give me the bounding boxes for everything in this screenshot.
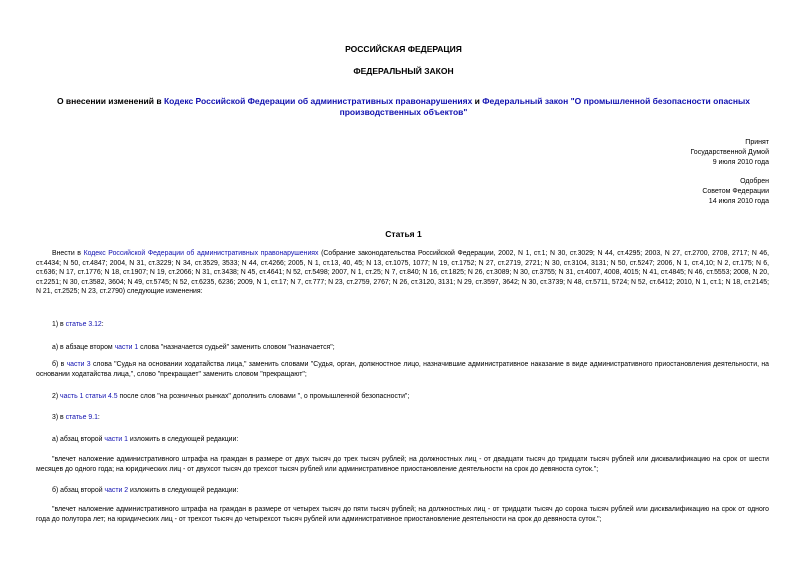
country-heading: РОССИЙСКАЯ ФЕДЕРАЦИЯ xyxy=(345,44,462,54)
approved-line1: Одобрен xyxy=(740,178,769,185)
article-heading: Статья 1 xyxy=(385,229,422,239)
approved-line3: 14 июля 2010 года xyxy=(708,198,769,205)
link-part-2[interactable]: части 2 xyxy=(104,487,129,494)
item-3a xyxy=(36,435,769,445)
item-3b-prefix: б) абзац второй xyxy=(52,487,105,494)
link-part-1-art-9-1[interactable]: части 1 xyxy=(104,436,128,443)
item-1b-suffix: слова "Судья на основании ходатайства лица," заменить словами "Судья, орган, должностное лицо, назначившие административное наказание в виде административного приостановления деятельности, на основании ходатайства лица,", слово "прекращает" заменить словом "прекращают"; xyxy=(36,361,769,378)
approval-block xyxy=(702,177,769,207)
intro-link-koap[interactable]: Кодекс Российской Федерации об административных правонарушениях xyxy=(83,250,319,257)
link-article-9-1[interactable]: статье 9.1 xyxy=(65,414,98,421)
adopted-line1: Принят xyxy=(745,139,769,146)
item-3b-suffix: изложить в следующей редакции: xyxy=(128,487,239,494)
item-3 xyxy=(36,413,769,423)
item-1b xyxy=(36,360,769,379)
adopted-line2: Государственной Думой xyxy=(690,149,769,156)
intro-paragraph xyxy=(36,249,769,297)
link-part-3[interactable]: части 3 xyxy=(66,361,91,368)
item-3a-suffix: изложить в следующей редакции: xyxy=(128,436,239,443)
item-3b xyxy=(36,486,769,496)
doc-type-heading: ФЕДЕРАЛЬНЫЙ ЗАКОН xyxy=(353,66,454,76)
law-title xyxy=(36,96,771,118)
item-1b-prefix: б) в xyxy=(52,361,67,368)
item-1a xyxy=(36,343,769,353)
link-article-3-12[interactable]: статье 3.12 xyxy=(65,321,102,328)
item-3-prefix: 3) в xyxy=(52,414,66,421)
link-article-4-5[interactable]: часть 1 статьи 4.5 xyxy=(60,393,118,400)
title-link-koap[interactable]: Кодекс Российской Федерации об административных правонарушениях xyxy=(163,96,473,106)
intro-prefix: Внести в xyxy=(52,250,84,257)
item-3a-prefix: а) абзац второй xyxy=(52,436,105,443)
quote-1: "влечет наложение административного штрафа на граждан в размере от двух тысяч до трех тысяч рублей; на должностных лиц - от двадцати тысяч до тридцати тысяч рублей или дисквалификацию на срок от шести месяцев до одного года; на юридических лиц - от двухсот тысяч до трехсот тысяч рублей или административное приостановление деятельности на срок до девяноста суток."; xyxy=(36,456,769,473)
item-1-prefix: 1) в xyxy=(52,321,66,328)
quote-2: "влечет наложение административного штрафа на граждан в размере от четырех тысяч до пяти тысяч рублей; на должностных лиц - от тридцати тысяч до сорока тысяч рублей или дисквалификацию на срок от одного года до полутора лет; на юридических лиц - от трехсот тысяч до четырехсот тысяч рублей или административное приостановление деятельности на срок до девяноста суток."; xyxy=(36,506,769,523)
adoption-block xyxy=(690,138,769,168)
item-2-suffix: после слов "на розничных рынках" дополнить словами ", о промышленной безопасности"; xyxy=(117,393,410,400)
item-1 xyxy=(36,320,769,330)
item-2 xyxy=(36,392,769,402)
title-mid: и xyxy=(472,96,483,106)
title-link-law[interactable]: Федеральный закон "О промышленной безопасности опасных производственных объектов" xyxy=(339,96,751,117)
title-prefix: О внесении изменений в xyxy=(56,96,164,106)
adopted-line3: 9 июля 2010 года xyxy=(712,159,769,166)
intro-text: (Собрание законодательства Российской Федерации, 2002, N 1, ст.1; N 30, ст.3029; N 44, ст.4295; 2003, N 27, ст.2700, 2708, 2717; N 46, ст.4434; N 50, ст.4847; 2004, N 31, ст.3229; N 34, ст.3529, 3533; N 44, ст.4266; 2005, N 1, ст.13, 40, 45; N 13, ст.1075, 1077; N 19, ст.1752; N 27, ст.2719, 2721; N 30, ст.3104, 3131; N 50, ст.5247; 2006, N 1, ст.4,10; N 2, ст.175; N 6, ст.636; N 17, ст.1776; N 18, ст.1907; N 19, ст.2066; N 31, ст.3438; N 45, ст.4641; N 52, ст.5498; 2007, N 1, ст.25; N 7, ст.840; N 16, ст.1825; N 26, ст.3089; N 30, ст.3755; N 31, ст.4007, 4008, 4015; N 41, ст.4845; N 46, ст.5553; 2008, N 20, ст.2251; N 30, ст.3582, 3604; N 49, ст.5745; N 52, ст.6235, 6236; 2009, N 1, ст.17; N 7, ст.777; N 23, ст.2759, 2767; N 26, ст.3120, 3131; N 29, ст.3597, 3642; N 30, ст.3739; N 48, ст.5711, 5724; N 52, ст.6412; 2010, N 1, ст.1; N 18, ст.2145; N 21, ст.2525; N 23, ст.2790) следующие изменения: xyxy=(36,250,769,296)
link-part-1[interactable]: части 1 xyxy=(114,344,139,351)
approved-line2: Советом Федерации xyxy=(702,188,769,195)
item-3-suffix: : xyxy=(97,414,100,421)
item-2-prefix: 2) xyxy=(52,393,61,400)
item-1a-prefix: а) в абзаце втором xyxy=(52,344,115,351)
item-1-suffix: : xyxy=(101,321,104,328)
item-1a-suffix: слова "назначается судьей" заменить словом "назначается"; xyxy=(138,344,335,351)
